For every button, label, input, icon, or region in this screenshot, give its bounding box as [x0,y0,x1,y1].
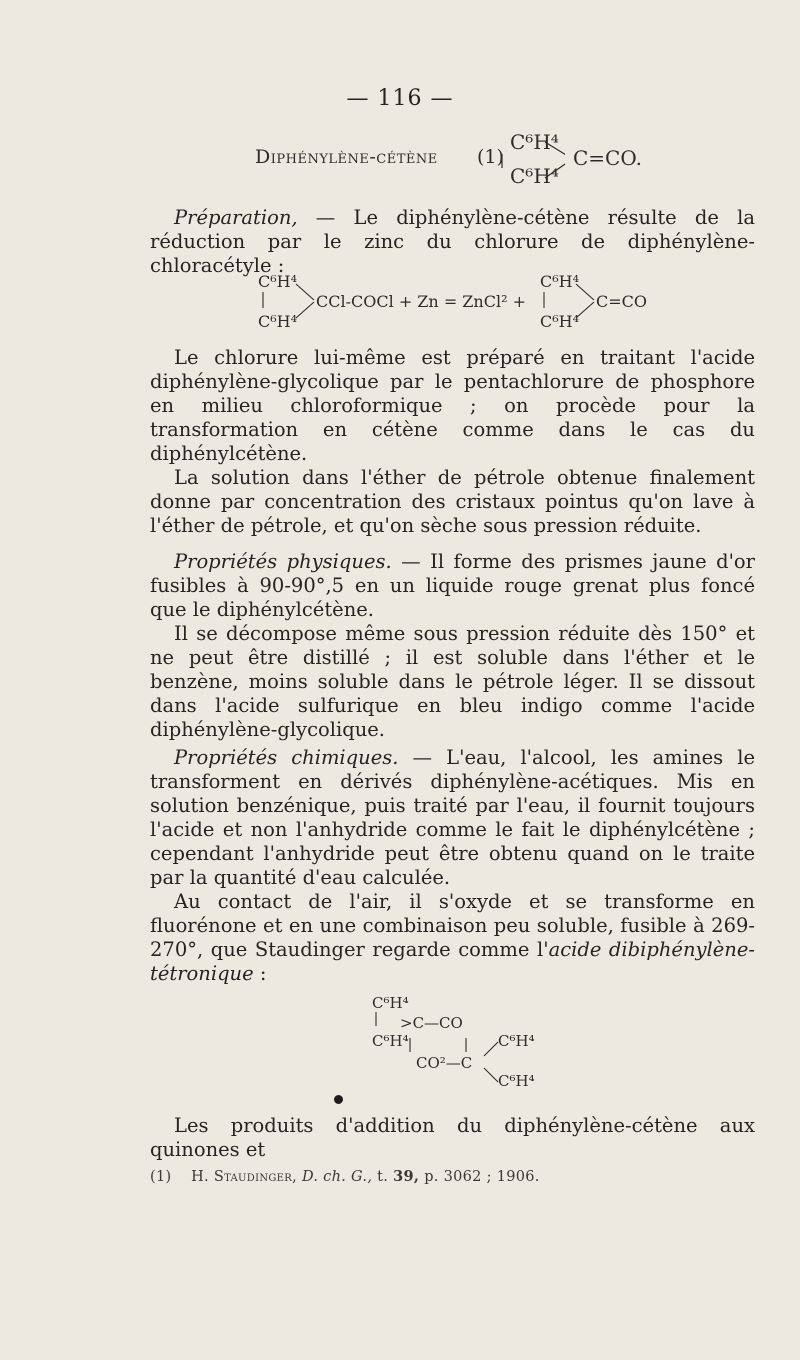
body-paragraphs [150,346,755,538]
title-formula [255,130,675,190]
chemical-heading: Propriétés chimiques. [174,746,399,769]
formula-suffix: C=CO. [573,146,642,170]
structure-c6h4-4: C⁶H⁴ [498,1072,535,1090]
equation-left-tail: CCl-COCl + Zn = ZnCl² + [316,292,526,311]
chemical-text-2-end: : [253,962,267,985]
page-number: — 116 — [346,86,454,111]
equation-right-tail: C=CO [596,292,648,311]
equation-left-bottom: C⁶H⁴ [258,312,298,331]
structure-c-co: >C—CO [400,1014,463,1032]
footnote-reference: (1) [477,146,504,168]
equation-right-top: C⁶H⁴ [540,272,580,291]
reduction-equation [258,270,678,340]
physical-heading: Propriétés physiques. [174,550,392,573]
structure-c6h4-2: C⁶H⁴ [372,1032,409,1050]
chemical-text: — L'eau, l'alcool, les amines le transforment en dérivés diphénylène-acétiques. Mis en solution benzénique, puis traité par l'eau, il fournit toujours l'acide et non l'anhydride comme le fait le diphénylcétène ; cependant l'anhydride peut être obtenu quand on le traite par la quantité d'eau calculée. [150,746,755,889]
chemical-properties [150,746,755,986]
tetronic-acid-name: acide dibiphénylène-tétronique [150,938,755,985]
formula-group-bottom: C⁶H⁴ [510,164,559,188]
equation-left-top: C⁶H⁴ [258,272,298,291]
tetronic-acid-structure [372,992,592,1092]
closing-line [150,1114,755,1162]
structure-co2: CO²—C [416,1054,473,1072]
footnote-mark: (1) [150,1169,172,1185]
preparation-paragraph [150,206,755,278]
closing-line-text: Les produits d'addition du diphénylène-cétène aux quinones et [150,1114,755,1161]
footnote-volume: 39, [393,1168,420,1185]
structure-c6h4-1: C⁶H⁴ [372,994,409,1012]
footnote-author: H. Staudinger, [191,1169,298,1185]
formula-group-top: C⁶H⁴ [510,130,559,154]
chemical-text-2-start: Au contact de l'air, il s'oxyde et se transforme en fluorénone et en une combinaison peu soluble, fusible à 269-270°, que Staudinger regarde comme l' [150,890,755,961]
structure-c6h4-3: C⁶H⁴ [498,1032,535,1050]
footnote-journal: D. ch. G., [301,1169,373,1185]
footnote [150,1168,750,1185]
preparation-heading: Préparation, [174,206,298,229]
footnote-rest: p. 3062 ; 1906. [424,1169,540,1185]
ink-dot [334,1095,343,1104]
equation-right-bottom: C⁶H⁴ [540,312,580,331]
paragraph-solution: La solution dans l'éther de pétrole obtenue finalement donne par concentration des cristaux pointus qu'on lave à l'éther de pétrole, et qu'on sèche sous pression réduite. [150,466,755,537]
compound-title: Diphénylène-cétène [255,146,438,168]
paragraph-chloride: Le chlorure lui-même est préparé en traitant l'acide diphénylène-glycolique par le pentachlorure de phosphore en milieu chloroformique ; on procède pour la transformation en cétène comme dans le cas du diphénylcétène. [150,346,755,465]
physical-text: — Il forme des prismes jaune d'or fusibles à 90-90°,5 en un liquide rouge grenat plus foncé que le diphénylcétène. [150,550,755,621]
preparation-text: — Le diphénylène-cétène résulte de la réduction par le zinc du chlorure de diphénylène-chloracétyle : [150,206,755,277]
footnote-volume-prefix: t. [377,1169,389,1185]
physical-properties [150,550,755,742]
physical-text-2: Il se décompose même sous pression réduite dès 150° et ne peut être distillé ; il est soluble dans l'éther et le benzène, moins soluble dans le pétrole léger. Il se dissout dans l'acide sulfurique en bleu indigo comme l'acide diphénylène-glycolique. [150,622,755,741]
